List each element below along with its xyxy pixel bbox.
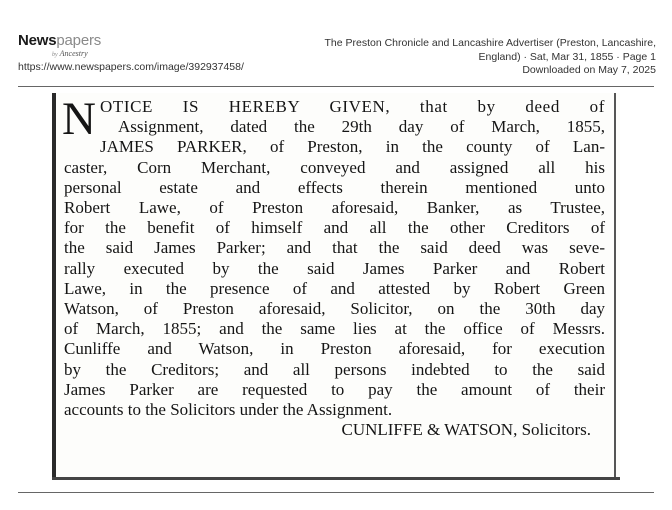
- drop-cap: N: [62, 93, 96, 145]
- newspapers-logo[interactable]: [18, 33, 101, 48]
- notice-line: Assignment, dated the 29th day of March, 1855,: [118, 117, 605, 137]
- notice-line: JAMES PARKER, of Preston, in the county of Lan-: [99, 137, 605, 157]
- notice-line: rally executed by the said James Parker and Robert: [64, 258, 605, 278]
- notice-line: Watson, of Preston aforesaid, Solicitor, on the 30th day: [64, 299, 605, 319]
- clipping-left-border: [52, 93, 56, 480]
- notice-line: personal estate and effects therein mentioned unto: [64, 177, 605, 197]
- notice-line: OTICE IS HEREBY GIVEN, that by deed of: [99, 97, 605, 116]
- newspaper-clipping: [52, 93, 620, 480]
- legal-notice: [62, 93, 605, 440]
- notice-signature: CUNLIFFE & WATSON, Solicitors.: [341, 420, 591, 440]
- source-info: [296, 37, 656, 78]
- clipping-right-border: [614, 93, 616, 480]
- logo-by-text: by: [52, 52, 58, 58]
- notice-line: Cunliffe and Watson, in Preston aforesaid, for execution: [64, 339, 605, 359]
- notice-line: the said James Parker; and that the said deed was seve-: [64, 238, 605, 258]
- source-line-1: The Preston Chronicle and Lancashire Advertiser (Preston, Lancashire,: [324, 37, 656, 49]
- notice-line: Robert Lawe, of Preston aforesaid, Banker, as Trustee,: [64, 198, 605, 218]
- source-line-2: England) · Sat, Mar 31, 1855 · Page 1: [478, 50, 656, 63]
- ancestry-logo-text: Ancestry: [59, 49, 88, 58]
- logo-papers-text: papers: [56, 32, 102, 49]
- notice-line: by the Creditors; and all persons indebted to the said: [64, 359, 605, 379]
- header-divider: [18, 86, 654, 87]
- image-url[interactable]: https://www.newspapers.com/image/392937458/: [18, 61, 244, 73]
- logo-news-text: News: [18, 32, 57, 49]
- notice-line: accounts to the Solicitors under the Assignment.: [64, 400, 393, 420]
- notice-line: for the benefit of himself and all the other Creditors of: [64, 218, 605, 238]
- notice-line: caster, Corn Merchant, conveyed and assigned all his: [64, 157, 605, 177]
- notice-line: of March, 1855; and the same lies at the office of Messrs.: [64, 319, 605, 339]
- notice-line: Lawe, in the presence of and attested by Robert Green: [64, 278, 605, 298]
- clipping-bottom-border: [52, 477, 620, 480]
- download-date: Downloaded on May 7, 2025: [522, 64, 656, 76]
- page-header: [0, 0, 672, 82]
- ancestry-byline: [52, 49, 88, 58]
- notice-line: James Parker are requested to pay the amount of their: [64, 379, 605, 399]
- footer-divider: [18, 492, 654, 493]
